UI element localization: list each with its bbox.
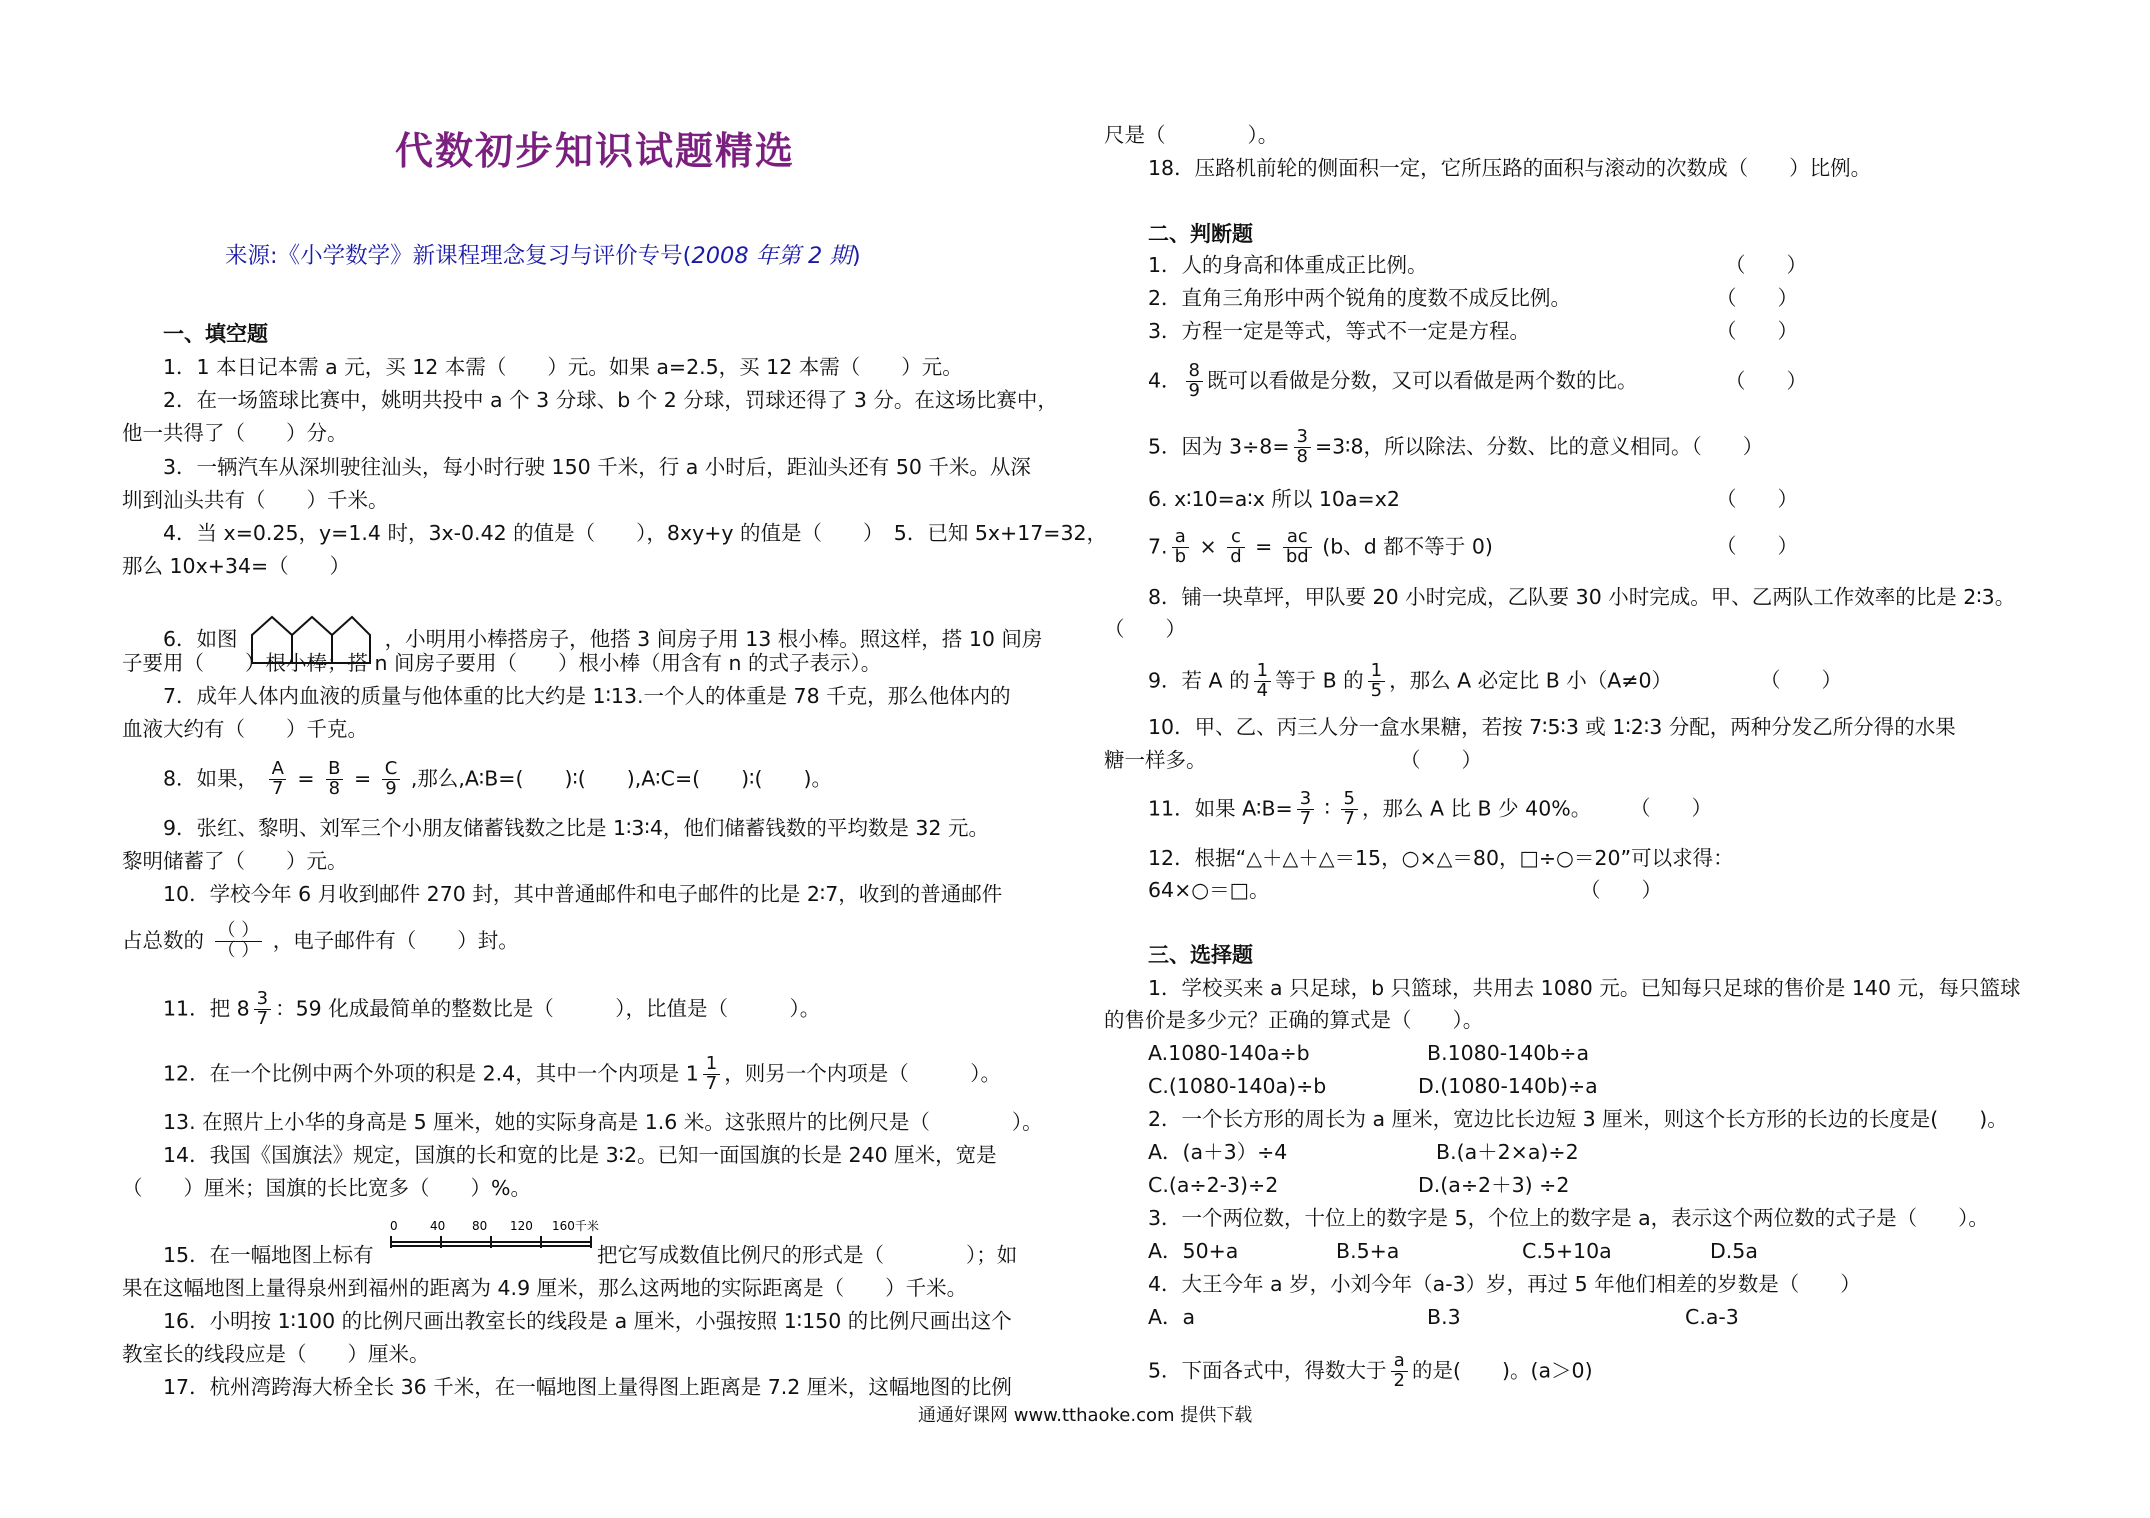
question-4-5: 4．当 x=0.25，y=1.4 时，3x-0.42 的值是（ ），8xy+y 的值是（ ） 5．已知 5x+17=32， — [163, 521, 1108, 545]
judge-10: 10．甲、乙、丙三人分一盒水果糖，若按 7∶5∶3 或 1∶2∶3 分配，两种分发乙所分得的水果 — [1148, 715, 1956, 739]
judge-7: 7. $\frac{a}{b}$ × $\frac{c}{d}$ = $\frac{ac}{bd}$ (b、d 都不等于 0) — [1148, 526, 1493, 567]
footer-credit: 通通好课网 www.tthaoke.com 提供下载 — [918, 1405, 1253, 1426]
section-heading-choice: 三、选择题 — [1148, 943, 1253, 967]
scale-tick-80: 80 — [472, 1219, 488, 1233]
judge-6-blank[interactable]: （ ） — [1716, 487, 1798, 511]
section-heading-fill-blank: 一、填空题 — [163, 322, 268, 346]
question-10: 10．学校今年 6 月收到邮件 270 封，其中普通邮件和电子邮件的比是 2∶7，收到的普通邮件 — [163, 882, 1003, 906]
question-18: 18．压路机前轮的侧面积一定，它所压路的面积与滚动的次数成（ ）比例。 — [1148, 156, 1872, 180]
judge-8-blank[interactable]: （ ） — [1104, 617, 1186, 641]
map-scale-bar — [386, 1218, 606, 1258]
question-13: 13. 在照片上小华的身高是 5 厘米，她的实际身高是 1.6 米。这张照片的比例尺是（ ）。 — [163, 1110, 1043, 1134]
choice-4-option-b[interactable]: B.3 — [1427, 1305, 1461, 1329]
judge-1: 1．人的身高和体重成正比例。 — [1148, 253, 1428, 277]
question-3-cont: 圳到汕头共有（ ）千米。 — [122, 488, 389, 512]
judge-3-blank[interactable]: （ ） — [1716, 319, 1798, 343]
question-6-cont: 子要用（ ）根小棒；搭 n 间房子要用（ ）根小棒（用含有 n 的式子表示）。 — [122, 651, 882, 675]
question-6: 6．如图 ，小明用小棒搭房子，他搭 3 间房子用 13 根小棒。照这样，搭 10 间房 — [163, 615, 1042, 665]
judge-12-cont: 64×○＝□。 — [1148, 878, 1270, 902]
choice-3-option-d[interactable]: D.5a — [1710, 1239, 1758, 1263]
question-7: 7．成年人体内血液的质量与他体重的比大约是 1∶13.一个人的体重是 78 千克，那么他体内的 — [163, 684, 1011, 708]
question-1: 1．1 本日记本需 a 元，买 12 本需（ ）元。如果 a=2.5，买 12 本需（ ）元。 — [163, 355, 963, 379]
scale-tick-120: 120 — [510, 1219, 533, 1233]
question-11: 11．把 8 $\frac{3}{7}$ ：59 化成最简单的整数比是（ ），比值是（ ）。 — [163, 988, 821, 1029]
judge-9: 9．若 A 的 $\frac{1}{4}$ 等于 B 的 $\frac{1}{5}$ ，那么 A 必定比 B 小（A≠0） — [1148, 660, 1673, 701]
choice-4: 4．大王今年 a 岁，小刘今年（a-3）岁，再过 5 年他们相差的岁数是（ ） — [1148, 1272, 1861, 1296]
choice-4-option-a[interactable]: A．a — [1148, 1305, 1196, 1329]
question-12: 12．在一个比例中两个外项的积是 2.4，其中一个内项是 1 $\frac{1}{7}$ ，则另一个内项是（ ）。 — [163, 1053, 1001, 1094]
choice-3-option-a[interactable]: A．50+a — [1148, 1239, 1239, 1263]
question-15-tail: 把它写成数值比例尺的形式是（ ）；如 — [597, 1243, 1018, 1267]
choice-2-option-a[interactable]: A．(a＋3）÷4 — [1148, 1140, 1288, 1164]
choice-5: 5．下面各式中，得数大于 $\frac{a}{2}$ 的是( )。(a＞0) — [1148, 1350, 1593, 1391]
judge-6: 6. x∶10=a∶x 所以 10a=x2 — [1148, 487, 1400, 511]
choice-1-option-d[interactable]: D.(1080-140b)÷a — [1418, 1074, 1598, 1098]
question-2-cont: 他一共得了（ ）分。 — [122, 421, 348, 445]
question-16-cont: 教室长的线段应是（ ）厘米。 — [122, 1342, 430, 1366]
choice-3: 3．一个两位数，十位上的数字是 5，个位上的数字是 a，表示这个两位数的式子是（ ）。 — [1148, 1206, 1989, 1230]
choice-1-option-b[interactable]: B.1080-140b÷a — [1427, 1041, 1590, 1065]
document-title: 代数初步知识试题精选 — [395, 129, 796, 173]
judge-2: 2．直角三角形中两个锐角的度数不成反比例。 — [1148, 286, 1572, 310]
judge-5: 5．因为 3÷8= $\frac{3}{8}$ =3∶8，所以除法、分数、比的意义相同。（ ） — [1148, 426, 1764, 467]
question-8: 8．如果， $\frac{A}{7}$ = $\frac{B}{8}$ = $\frac{C}{9}$ ,那么,A∶B=( )∶( ),A∶C=( )∶( )。 — [163, 758, 832, 799]
question-15: 15．在一幅地图上标有 — [163, 1243, 374, 1267]
question-14: 14．我国《国旗法》规定，国旗的长和宽的比是 3∶2。已知一面国旗的长是 240 厘米，宽是 — [163, 1143, 997, 1167]
judge-9-blank[interactable]: （ ） — [1760, 668, 1842, 692]
choice-4-option-c[interactable]: C.a-3 — [1685, 1305, 1739, 1329]
question-15-cont: 果在这幅地图上量得泉州到福州的距离为 4.9 厘米，那么这两地的实际距离是（ ）千米。 — [122, 1276, 968, 1300]
judge-12: 12．根据“△＋△＋△＝15，○×△＝80，□÷○＝20”可以求得： — [1148, 846, 1734, 870]
choice-1-option-a[interactable]: A.1080-140a÷b — [1148, 1041, 1310, 1065]
question-3: 3．一辆汽车从深圳驶往汕头，每小时行驶 150 千米，行 a 小时后，距汕头还有 50 千米。从深 — [163, 455, 1031, 479]
choice-2-option-c[interactable]: C.(a÷2-3)÷2 — [1148, 1173, 1279, 1197]
question-10-cont: 占总数的 $\frac{( )}{( )}$ ，电子邮件有（ ）封。 — [122, 920, 519, 961]
question-7-cont: 血液大约有（ ）千克。 — [122, 717, 368, 741]
question-9-cont: 黎明储蓄了（ ）元。 — [122, 849, 348, 873]
judge-11: 11．如果 A∶B= $\frac{3}{7}$ ∶ $\frac{5}{7}$ ，那么 A 比 B 少 40%。 — [1148, 788, 1592, 829]
judge-4-blank[interactable]: （ ） — [1725, 369, 1807, 393]
judge-10-cont: 糖一样多。 — [1104, 748, 1207, 772]
judge-12-blank[interactable]: （ ） — [1580, 878, 1662, 902]
choice-3-option-b[interactable]: B.5+a — [1336, 1239, 1400, 1263]
question-14-cont: （ ）厘米；国旗的长比宽多（ ）%。 — [122, 1176, 531, 1200]
judge-11-blank[interactable]: （ ） — [1630, 796, 1712, 820]
question-16: 16．小明按 1∶100 的比例尺画出教室长的线段是 a 厘米，小强按照 1∶150 的比例尺画出这个 — [163, 1309, 1012, 1333]
choice-2-option-b[interactable]: B.(a＋2×a)÷2 — [1436, 1140, 1579, 1164]
judge-3: 3．方程一定是等式，等式不一定是方程。 — [1148, 319, 1531, 343]
section-heading-judge: 二、判断题 — [1148, 222, 1253, 246]
scale-tick-160: 160千米 — [552, 1219, 599, 1233]
judge-10-blank[interactable]: （ ） — [1400, 748, 1482, 772]
question-9: 9．张红、黎明、刘军三个小朋友储蓄钱数之比是 1∶3∶4，他们储蓄钱数的平均数是 32 元。 — [163, 816, 989, 840]
scale-tick-0: 0 — [390, 1219, 398, 1233]
judge-8: 8．铺一块草坪，甲队要 20 小时完成，乙队要 30 小时完成。甲、乙两队工作效率的比是 2∶3。 — [1148, 585, 2016, 609]
choice-1-cont: 的售价是多少元？正确的算式是（ ）。 — [1104, 1008, 1484, 1032]
choice-1-option-c[interactable]: C.(1080-140a)÷b — [1148, 1074, 1327, 1098]
judge-7-blank[interactable]: （ ） — [1716, 534, 1798, 558]
choice-2: 2．一个长方形的周长为 a 厘米，宽边比长边短 3 厘米，则这个长方形的长边的长度是( )。 — [1148, 1107, 2008, 1131]
choice-1: 1．学校买来 a 只足球，b 只篮球，共用去 1080 元。已知每只足球的售价是 140 元，每只篮球 — [1148, 976, 2021, 1000]
question-2: 2．在一场篮球比赛中，姚明共投中 a 个 3 分球、b 个 2 分球，罚球还得了 3 分。在这场比赛中， — [163, 388, 1058, 412]
judge-1-blank[interactable]: （ ） — [1725, 253, 1807, 277]
judge-2-blank[interactable]: （ ） — [1716, 286, 1798, 310]
source-line: 来源:《小学数学》新课程理念复习与评价专号(2008 年第 2 期) — [225, 243, 861, 269]
scale-tick-40: 40 — [430, 1219, 446, 1233]
question-17-cont: 尺是（ ）。 — [1104, 123, 1279, 147]
choice-3-option-c[interactable]: C.5+10a — [1522, 1239, 1612, 1263]
judge-4: 4． $\frac{8}{9}$ 既可以看做是分数，又可以看做是两个数的比。 — [1148, 360, 1638, 401]
question-5-cont: 那么 10x+34=（ ） — [122, 554, 351, 578]
question-17: 17．杭州湾跨海大桥全长 36 千米，在一幅地图上量得图上距离是 7.2 厘米，这幅地图的比例 — [163, 1375, 1012, 1399]
choice-2-option-d[interactable]: D.(a÷2＋3) ÷2 — [1418, 1173, 1570, 1197]
